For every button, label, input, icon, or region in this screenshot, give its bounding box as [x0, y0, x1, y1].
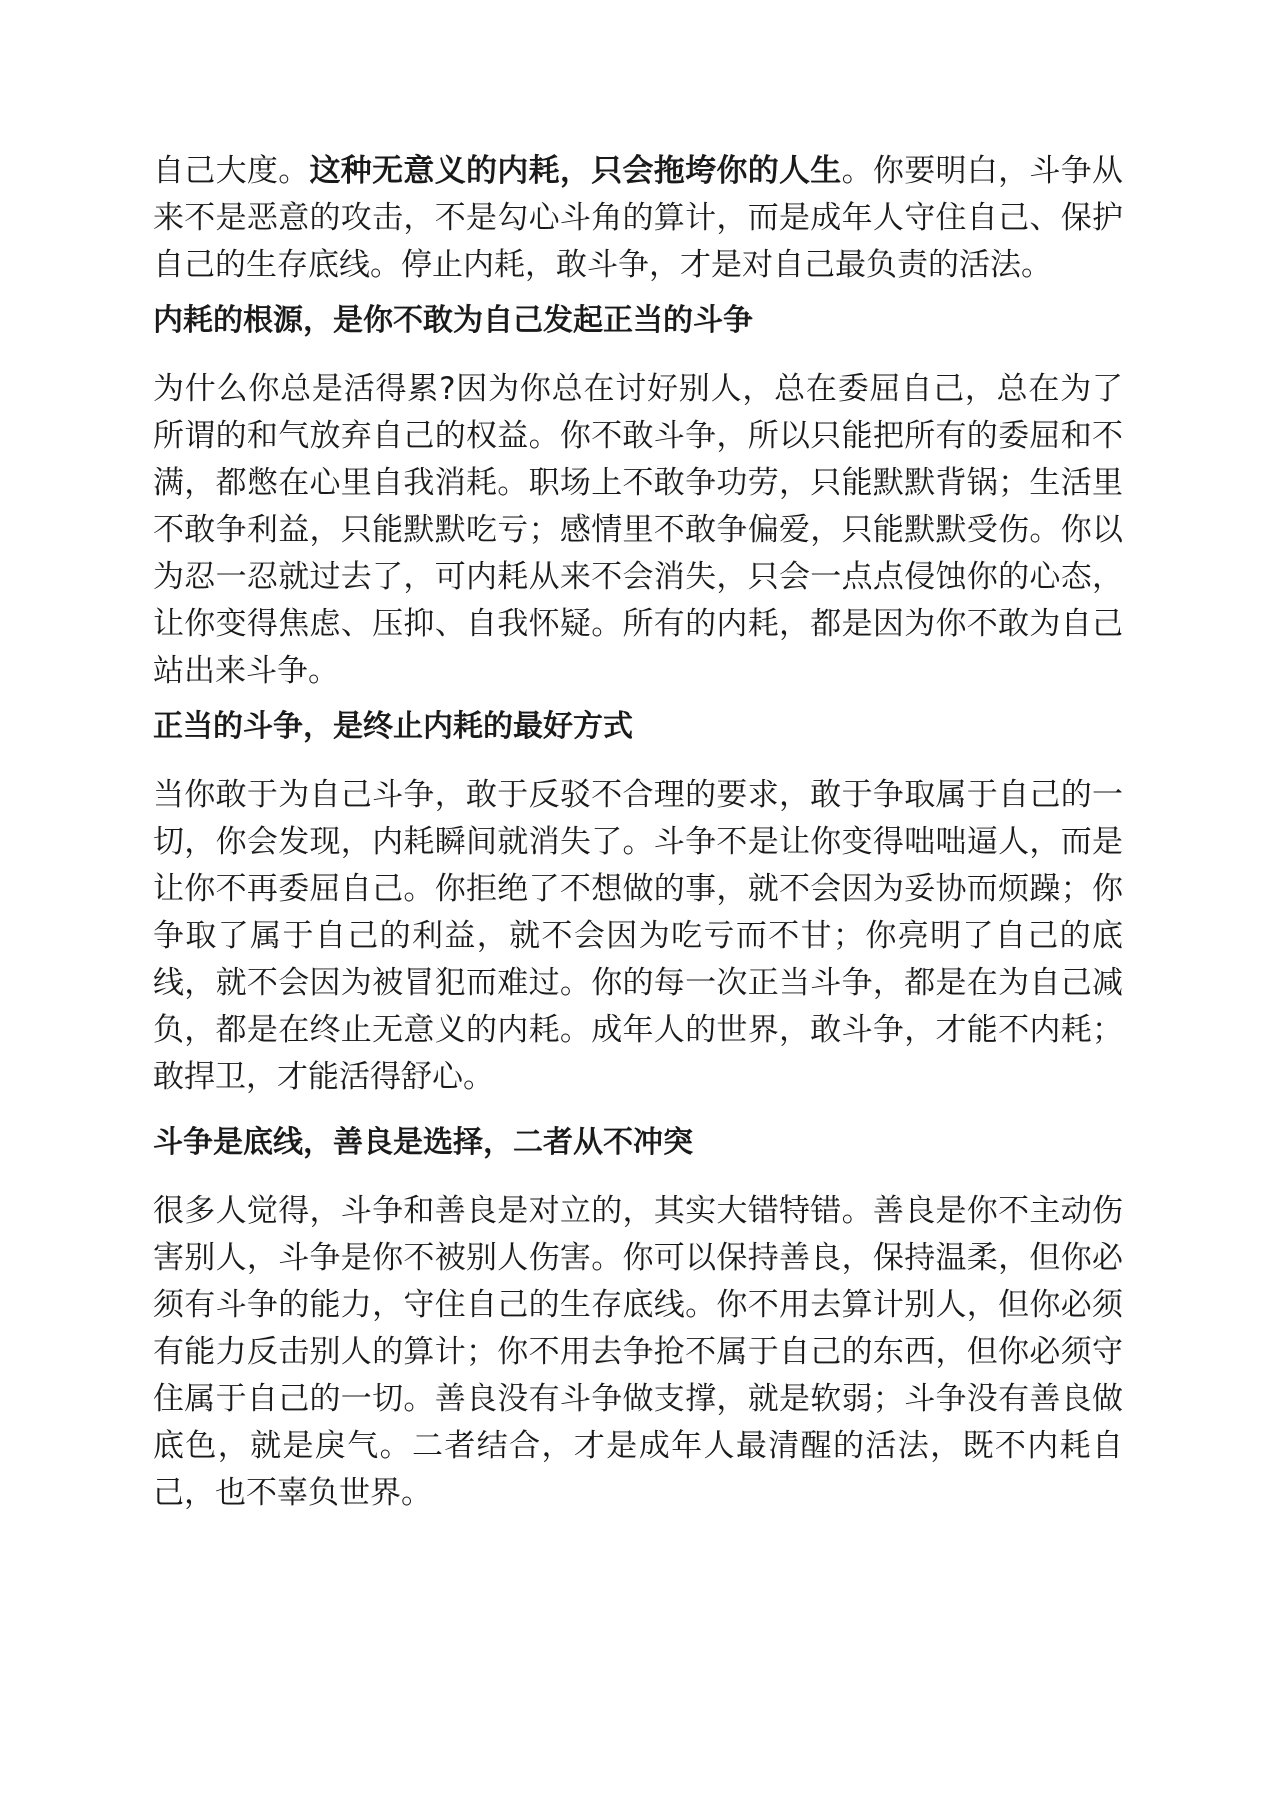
- intro-text-start: 自己大度。: [153, 153, 310, 189]
- section-heading-1: 内耗的根源，是你不敢为自己发起正当的斗争: [153, 303, 753, 338]
- section-paragraph-3: 很多人觉得，斗争和善良是对立的，其实大错特错。善良是你不主动伤害别人，斗争是你不被别人伤害。你可以保持善良，保持温柔，但你必须有斗争的能力，守住自己的生存底线。你不用去算计别人，但你必须有能力反击别人的算计；你不用去争抢不属于自己的东西，但你必须守住属于自己的一切。善良没有斗争做支撑，就是软弱；斗争没有善良做底色，就是戾气。二者结合，才是成年人最清醒的活法，既不内耗自己，也不辜负世界。: [153, 1193, 1123, 1511]
- intro-paragraph: [153, 148, 1123, 289]
- article-body: [153, 148, 1123, 1517]
- section-heading-2: 正当的斗争，是终止内耗的最好方式: [153, 709, 633, 744]
- section-heading-3: 斗争是底线，善良是选择，二者从不冲突: [153, 1125, 693, 1160]
- intro-text-end: 。你要明白，斗争从来不是恶意的攻击，不是勾心斗角的算计，而是成年人守住自己、保护自己的生存底线。停止内耗，敢斗争，才是对自己最负责的活法。: [153, 153, 1124, 283]
- section-paragraph-2: 当你敢于为自己斗争，敢于反驳不合理的要求，敢于争取属于自己的一切，你会发现，内耗瞬间就消失了。斗争不是让你变得咄咄逼人，而是让你不再委屈自己。你拒绝了不想做的事，就不会因为妥协而烦躁；你争取了属于自己的利益，就不会因为吃亏而不甘；你亮明了自己的底线，就不会因为被冒犯而难过。你的每一次正当斗争，都是在为自己减负，都是在终止无意义的内耗。成年人的世界，敢斗争，才能不内耗；敢捍卫，才能活得舒心。: [153, 777, 1123, 1095]
- section-paragraph-1: 为什么你总是活得累?因为你总在讨好别人，总在委屈自己，总在为了所谓的和气放弃自己的权益。你不敢斗争，所以只能把所有的委屈和不满，都憋在心里自我消耗。职场上不敢争功劳，只能默默背锅；生活里不敢争利益，只能默默吃亏；感情里不敢争偏爱，只能默默受伤。你以为忍一忍就过去了，可内耗从来不会消失，只会一点点侵蚀你的心态，让你变得焦虑、压抑、自我怀疑。所有的内耗，都是因为你不敢为自己站出来斗争。: [153, 371, 1123, 689]
- intro-bold-text: 这种无意义的内耗，只会拖垮你的人生: [309, 153, 842, 189]
